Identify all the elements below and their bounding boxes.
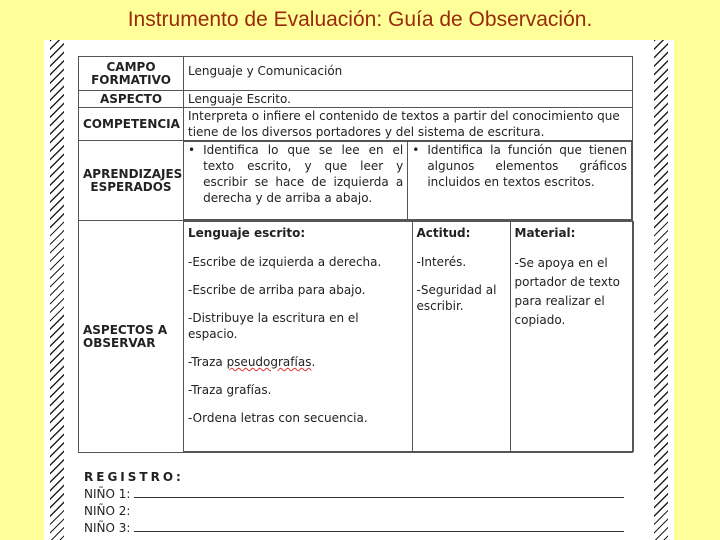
aspecto-label: ASPECTO: [79, 91, 184, 108]
competencia-label: COMPETENCIA: [79, 108, 184, 141]
observation-table: [78, 56, 633, 453]
material-column: [510, 222, 633, 452]
aprendizajes-subtable: [184, 141, 632, 220]
lenguaje-item: -Distribuye la escritura en el espacio.: [188, 311, 359, 341]
actitud-header: Actitud:: [416, 226, 471, 240]
campo-formativo-label: CAMPO FORMATIVO: [79, 57, 184, 91]
lenguaje-item: -Traza pseudografías.: [188, 355, 316, 369]
aprendizajes-label: APRENDIZAJES ESPERADOS: [79, 141, 184, 221]
actitud-column: [412, 222, 510, 452]
actitud-item: -Interés.: [416, 255, 467, 269]
bullet-icon: •: [188, 143, 196, 157]
document-page: [44, 40, 674, 540]
nino-entry-line: [134, 531, 624, 532]
registro-section: [84, 470, 624, 535]
bullet-icon: •: [412, 143, 420, 157]
material-header: Material:: [514, 226, 576, 240]
lenguaje-item: -Escribe de izquierda a derecha.: [188, 255, 382, 269]
nino-label: NIÑO 3:: [84, 521, 131, 535]
nino-entry-line: [134, 497, 624, 498]
lenguaje-header: Lenguaje escrito:: [188, 226, 306, 240]
aspectos-observar-label: ASPECTOS A OBSERVAR: [79, 221, 184, 453]
page-title: Instrumento de Evaluación: Guía de Observación.: [127, 8, 593, 31]
aprendizaje-text: Identifica lo que se lee en el texto escrito, y que leer y escribir se hace de izquierda a derecha y de arriba a abajo.: [203, 143, 404, 205]
registro-title: REGISTRO:: [84, 470, 184, 484]
nino-row: [84, 501, 624, 518]
campo-formativo-value: Lenguaje y Comunicación: [184, 57, 633, 91]
right-decorative-border: [654, 40, 668, 540]
aspecto-value: Lenguaje Escrito.: [184, 91, 633, 108]
lenguaje-item: -Traza grafías.: [188, 383, 272, 397]
spellcheck-underlined-word: pseudografías: [226, 355, 312, 369]
aprendizaje-text: Identifica la función que tienen algunos elementos gráficos incluidos en textos escritos.: [427, 143, 627, 189]
left-decorative-border: [50, 40, 64, 540]
lenguaje-column: [184, 222, 412, 452]
lenguaje-item: -Ordena letras con secuencia.: [188, 411, 368, 425]
nino-row: [84, 518, 624, 535]
nino-row: [84, 484, 624, 501]
lenguaje-item: -Escribe de arriba para abajo.: [188, 283, 366, 297]
competencia-value: Interpreta o infiere el contenido de textos a partir del conocimiento que tiene de los diversos portadores y del sistema de escritura.: [184, 108, 633, 141]
aprendizaje-2: [408, 142, 632, 220]
nino-label: NIÑO 2:: [84, 504, 131, 518]
aprendizaje-1: [184, 142, 408, 220]
nino-label: NIÑO 1:: [84, 487, 131, 501]
aspectos-subtable: [184, 221, 634, 452]
actitud-item: -Seguridad al escribir.: [416, 283, 497, 313]
material-item: -Se apoya en el portador de texto para realizar el copiado.: [514, 256, 620, 327]
